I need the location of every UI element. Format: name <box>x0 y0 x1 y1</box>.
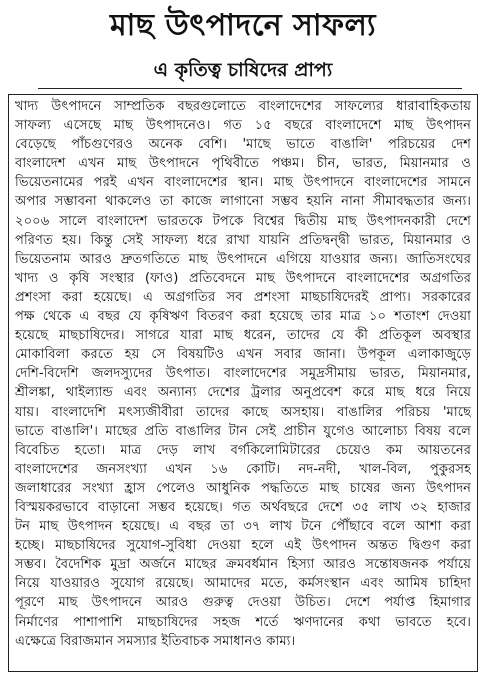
body-line: ভাতে বাঙালি'। মাছের প্রতি বাঙালির টান সেই প্রাচীন যুগেও আলোচ্য বিষয় বলে <box>15 423 471 439</box>
subheadline: এ কৃতিত্ব চাষিদের প্রাপ্য <box>153 59 333 81</box>
body-line: পূরণে মাছ উৎপাদনে আরও গুরুত্ব দেওয়া উচিত। দেশে পর্যাপ্ত হিমাগার <box>15 595 471 611</box>
body-line: খাদ্য উৎপাদনে সাম্প্রতিক বছরগুলোতে বাংলাদেশের সাফল্যের ধারাবাহিকতায় <box>15 99 471 114</box>
body-line: নির্মাণের পাশাপাশি মাছচাষিদের সহজ শর্তে ঋণদানের কথা ভাবতে হবে। <box>15 614 471 630</box>
body-line: বিস্ময়করভাবে বাড়ানো সম্ভব হয়েছে। গত অর্থবছরে দেশে ৩৫ লাখ ৩২ হাজার <box>15 499 471 515</box>
body-line: হয়েছে মাছচাষিদের। সাগরে যারা মাছ ধরেন, তাদের যে কী প্রতিকূল অবস্থার <box>15 328 471 344</box>
body-line: অপার সম্ভাবনা থাকলেও তা কাজে লাগানো সম্ভব হয়নি নানা সীমাবদ্ধতার জন্য। <box>15 194 471 210</box>
body-line: দেশি-বিদেশি জলদস্যুদের উৎপাত। বাংলাদেশের সমুদ্রসীমায় ভারত, মিয়ানমার, <box>15 366 471 382</box>
headline: মাছ উৎপাদনে সাফল্য <box>109 8 377 43</box>
article-body <box>15 97 471 651</box>
body-line: সাফল্য এসেছে মাছ উৎপাদনেও। গত ১৫ বছরে বাংলাদেশে মাছ উৎপাদন <box>15 118 471 134</box>
body-line: হচ্ছে। মাছচাষিদের সুযোগ-সুবিধা দেওয়া হলে এই উৎপাদন অন্তত দ্বিগুণ করা <box>15 538 471 554</box>
body-line: বেড়েছে পাঁচগুণেরও অনেক বেশি। 'মাছে ভাতে বাঙালি' পরিচয়ের দেশ <box>15 137 471 153</box>
body-line: পক্ষ থেকে এ বছর যে কৃষিঋণ বিতরণ করা হয়েছে তার মাত্র ১০ শতাংশ দেওয়া <box>15 309 471 325</box>
body-line: বাংলাদেশ এখন মাছ উৎপাদনে পৃথিবীতে পঞ্চম। চীন, ভারত, মিয়ানমার ও <box>15 156 471 172</box>
body-line: ভিয়েতনামের পরই এখন বাংলাদেশের স্থান। মাছ উৎপাদনে বাংলাদেশের সামনে <box>15 175 471 191</box>
body-line: এক্ষেত্রে বিরাজমান সমস্যার ইতিবাচক সমাধানও কাম্য। <box>15 633 296 649</box>
body-line: ২০০৬ সালে বাংলাদেশ ভারতকে টপকে বিশ্বের দ্বিতীয় মাছ উৎপাদনকারী দেশে <box>15 213 471 229</box>
body-line: পরিণত হয়। কিন্তু সেই সাফল্য ধরে রাখা যায়নি প্রতিদ্বন্দ্বী ভারত, মিয়ানমার ও <box>15 232 471 248</box>
body-line: ভিয়েতনাম আরও দ্রুতগতিতে মাছ উৎপাদনে এগিয়ে যাওয়ার জন্য। জাতিসংঘের <box>15 251 471 267</box>
body-line: মোকাবিলা করতে হয় সে বিষয়টিও এখন সবার জানা। উপকূল এলাকাজুড়ে <box>15 347 471 363</box>
body-line: বিবেচিত হতো। মাত্র দেড় লাখ বর্গকিলোমিটারের চেয়েও কম আয়তনের <box>15 442 471 458</box>
body-line: যায়। বাংলাদেশি মৎস্যজীবীরা তাদের কাছে অসহায়। বাঙালির পরিচয় 'মাছে <box>15 404 471 420</box>
body-line: সম্ভব। বৈদেশিক মুদ্রা অর্জনে মাছের ক্রমবর্ধমান হিস্যা আরও সন্তোষজনক পর্যায়ে <box>15 557 471 573</box>
body-line: জলাধারের সংখ্যা হ্রাস পেলেও আধুনিক পদ্ধতিতে মাছ চাষের জন্য উৎপাদন <box>15 480 471 496</box>
subheadline-rule <box>38 88 462 89</box>
body-line: নিয়ে যাওয়ারও সুযোগ রয়েছে। আমাদের মতে, কর্মসংস্থান এবং আমিষ চাহিদা <box>15 576 471 592</box>
body-line: প্রশংসা করা হয়েছে। এ অগ্রগতির সব প্রশংসা মাছচাষিদেরই প্রাপ্য। সরকারের <box>15 289 471 305</box>
body-line: শ্রীলঙ্কা, থাইল্যান্ড এবং অন্যান্য দেশের ট্রলার অনুপ্রবেশ করে মাছ ধরে নিয়ে <box>15 385 471 401</box>
body-line: বাংলাদেশের জনসংখ্যা এখন ১৬ কোটি। নদ-নদী, খাল-বিল, পুকুরসহ <box>15 461 471 477</box>
body-line: টন মাছ উৎপাদন হয়েছে। এ বছর তা ৩৭ লাখ টনে পৌঁছাবে বলে আশা করা <box>15 519 471 535</box>
article-box <box>8 94 478 672</box>
body-line: খাদ্য ও কৃষি সংস্থার (ফাও) প্রতিবেদনে মাছ উৎপাদনে বাংলাদেশের অগ্রগতির <box>15 270 471 286</box>
